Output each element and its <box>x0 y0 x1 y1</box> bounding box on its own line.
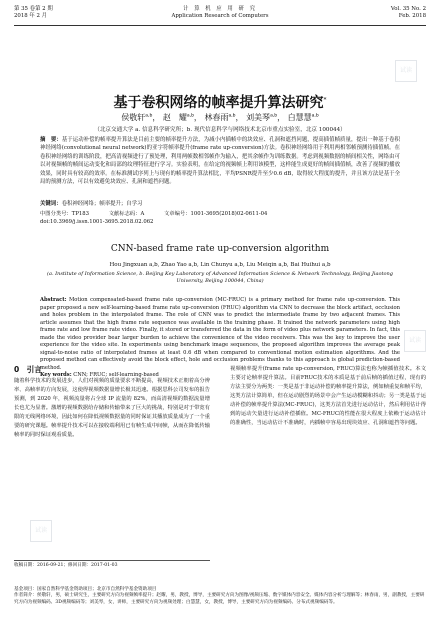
watermark-icon: 试读 <box>30 520 52 542</box>
author: 赵 耀$^{a,b}$ <box>162 113 194 122</box>
volume-info-en <box>391 6 426 20</box>
affiliation: （北京交通大学 a. 信息科学研究所；b. 现代信息科学与网络技术北京市重点实验室，北京 100044） <box>94 127 346 133</box>
author: 林春雨$^{a,b}$ <box>204 113 236 122</box>
keywords-label: 关键词： <box>40 201 62 207</box>
journal-name <box>14 6 426 20</box>
clc-number: 中图分类号：TP183 <box>40 211 89 217</box>
keywords-text: 卷积神经网络；帧率提升；自学习 <box>61 201 143 207</box>
volume-en: Vol. 35 No. 2 <box>390 6 426 12</box>
doi: doi:10.3969/j.issn.1001-3695.2018.02.062 <box>40 219 154 225</box>
watermark-icon: 试读 <box>395 60 417 82</box>
abstract-label: 摘 要： <box>40 137 62 143</box>
article-number: 文章编号：1001-3695(2018)02-0611-04 <box>163 211 268 217</box>
english-affiliation: (a. Institute of Information Science, b. Beijing Key Laboratory of Advanced Information Science & Network Technology, Beijing Jiaotong University, Beijing 100044, China) <box>47 271 393 284</box>
abstract-cn <box>40 136 400 186</box>
fund-info: 基金项目：国家自然科学基金资助项目；北京市自然科学基金资助项目 <box>14 587 157 592</box>
author: 白慧慧$^{a,b}$ <box>287 113 319 122</box>
body-text: 随着科学技术的发展进步，人们对视频的质量要求不断提高，视频技术正朝着高分辨率、高帧率的方向发展，这使得视频数据量增长极其迅速。根据思科公司发布的报告预测，到 2020 年，视频流量将占全球 IP 流量的 82%，而高清视频的数据流量增长也尤为显著。激增的视频数据给存储和传输带来了巨大的挑战，特别是对于带宽有限的无线网络环境，因此如何在降低视频数据量的同时保证其播放质量成为了一个重要的研究课题。帧率提升技术可以在接收端利用已有帧生成中间帧，从而在降低传输帧率的同时保证观看质量。 <box>14 378 210 438</box>
author-bio: 作者简介：侯敬轩，男，硕士研究生，主要研究方向为视频帧率提升；赵耀，男，教授，博导，主要研究方向为图像/视频压缩、数字媒体内容安全、媒体内容分析与理解等；林春雨，男，副教授，主要研究方向为视频编码、3D视频编码等；刘美琴，女，讲师，主要研究方向为视频处理；白慧慧，女，教授，博导，主要研究方向为视频编码、分布式视频编码等。 <box>14 593 425 605</box>
english-authors: Hou Jingxuan a,b, Zhao Yao a,b, Lin Chunyu a,b, Liu Meiqin a,b, Bai Huihui a,b <box>109 262 331 268</box>
doc-code: 文献标志码：A <box>108 211 145 217</box>
section-heading: 0 引言 <box>14 365 42 374</box>
running-header <box>14 4 426 30</box>
body-column-left <box>14 365 210 440</box>
date-cn: 2018 年 2 月 <box>14 13 48 20</box>
abstract-text: 基于运动补偿的帧率提升算法是目前主要的帧率提升方法，为减小内插帧中的块效应、孔洞和遮挡问题，提高插值帧质量，提出一种基于卷积神经网络(convolutional neural network)的亚字符帧率提升(frame rate up-conversion)方法。卷积神经网络用于利用两相邻帧预测待插值帧。在卷积神经网络的训练阶段，把高清视频进行了预处理，利用两帧数相邻帧作为输入，把其余帧作为训练数据。考虑到视频数据的帧间相关性，网络由可以对视频帧的帧间运动变化和局部的纹理特征进行学习。实验表明，在给定的视频帧上利用该模型，这样能生成更好的帧间插值帧，改善了视频的播放效果，同时具有较高的效率。在标准测试序列上与现有的帧率提升算法相比，平均PSNR提升至少0.6 dB，取得较大程度的提升，并且该方法是基于全局的预测方法，可以有效避免块效应、孔洞和遮挡问题。 <box>40 137 400 186</box>
author: 侯敬轩$^{a,b}$ <box>121 113 153 122</box>
article-meta <box>40 210 400 226</box>
keywords-en-text: CNN; FRUC; self-learning-based <box>73 372 159 378</box>
received-date: 收稿日期：2016-09-21；修回日期：2017-01-03 <box>14 563 118 568</box>
volume-cn: 第 35 卷第 2 期 <box>14 6 53 12</box>
keywords-en-label: Key words: <box>40 372 72 378</box>
english-title: CNN-based frame rate up-conversion algorithm <box>110 244 330 254</box>
body-column-right <box>230 365 426 428</box>
journal-name-en: Application Research of Computers <box>171 13 269 20</box>
header-rule <box>14 25 426 26</box>
author-list: 侯敬轩$^{a,b}$， 赵 耀$^{a,b}$， 林春雨$^{a,b}$， 刘美琴$^{a,b}$， 白慧慧$^{a,b}$ <box>121 113 319 122</box>
author: 刘美琴$^{a,b}$ <box>246 113 278 122</box>
keywords-cn <box>40 200 400 208</box>
body-text: 视频帧率提升(frame rate up-conversion, FRUC)算法也称为帧插值技术。本文主要讨论帧率提升算法。目前FRUC技术的本质是基于前后帧的插值过程，现有的方法主要分为两类：一类是基于非运动补偿的帧率提升算法，例如帧重复和帧平均，这类方法计算简单，但在运动剧烈的场景中会产生运动模糊和抖动；另一类是基于运动补偿的帧率提升算法(MC-FRUC)，这类方法首先进行运动估计，然后利用估计得到的运动矢量进行运动补偿插值。MC-FRUC的性能在很大程度上依赖于运动估计的准确性，当运动估计不准确时，内插帧中容易出现块效应、孔洞和遮挡等问题。 <box>230 366 426 426</box>
journal-name-cn: 计 算 机 应 用 研 究 <box>182 6 258 12</box>
abstract-en-label: Abstract: <box>40 297 67 303</box>
abstract-en-text: Motion compensated-based frame rate up-conversion (MC-FRUC) is a primary method for frame rate up-conversion. This paper proposed a new self-learning-based frame rate up-conversion (FRUC) algorithm via CNN to decrease the block artifact, occlusion and holes problem in the interpolated frame. The role of CNN was to predict the intermediate frame by two adjacent frames. This article assumes that the high frame rate sequence was available in the training phase. It trained the network parameters using high frame rate and low frame rate video. Finally, it stored or transferred the data in the form of video plus network parameters. In fact, this made the video provider bear larger burden to achieve the convenience of the video receivers. This was the key to improve the user experience for the video site. In experiments using benchmark image sequences, the proposed algorithm improves the average peak signal-to-noise ratio of interpolated frames at least 0.6 dB when compared to conventional motion estimation algorithms. And the proposed method can effectively avoid the block effect, hole and occlusion problems thanks to this approach is global prediction-based method. <box>40 297 400 371</box>
footnote-details <box>14 587 426 606</box>
paper-title: 基于卷积网络的帧率提升算法研究* <box>113 95 327 111</box>
date-en: Feb. 2018 <box>398 13 426 20</box>
footnote <box>14 560 210 569</box>
watermark-icon: 试读 <box>404 330 426 352</box>
